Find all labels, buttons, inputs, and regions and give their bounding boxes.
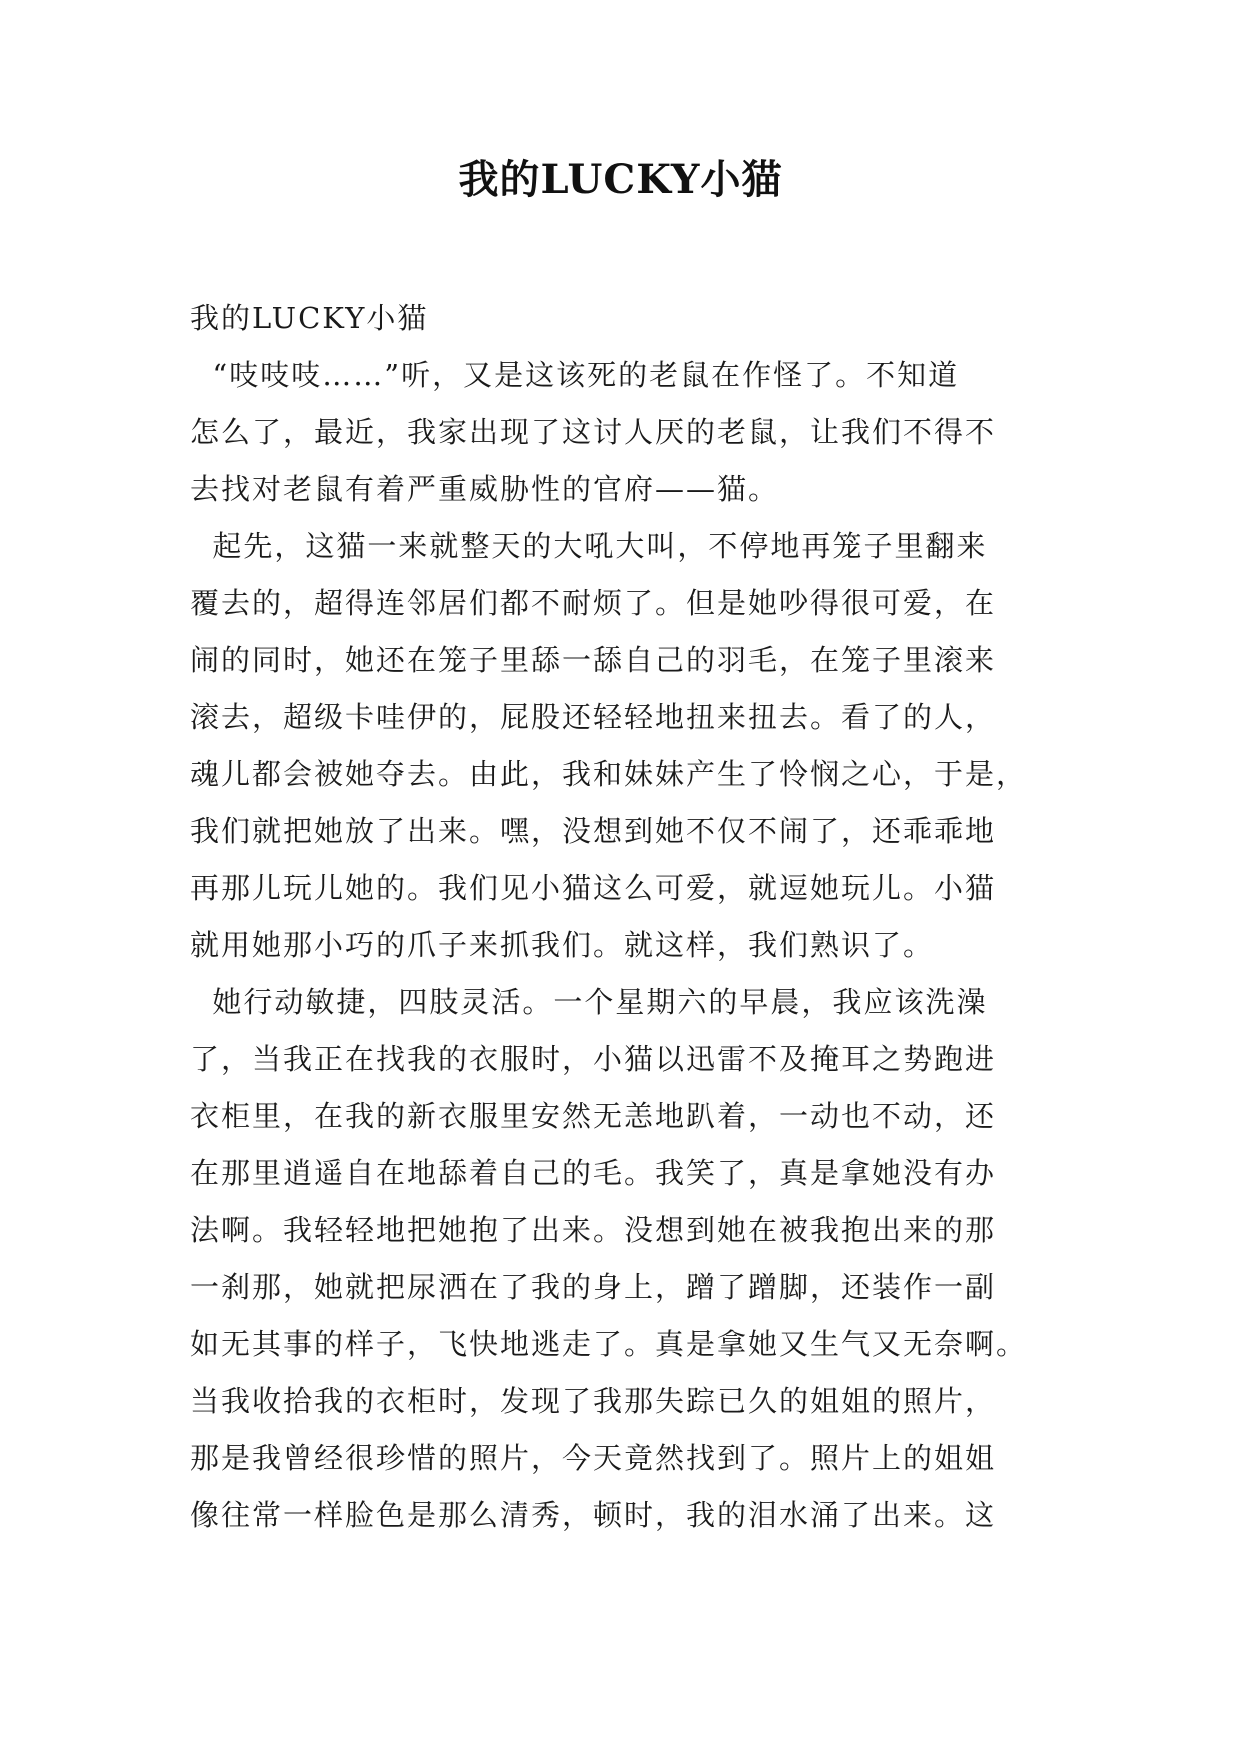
text-line: 我的LUCKY小猫 [190, 301, 429, 335]
text-line: 当我收拾我的衣柜时，发现了我那失踪已久的姐姐的照片， [190, 1384, 997, 1418]
text-line: 去找对老鼠有着严重威胁性的官府——猫。 [190, 472, 780, 506]
text-line: 就用她那小巧的爪子来抓我们。就这样，我们熟识了。 [190, 928, 935, 962]
text-line: 法啊。我轻轻地把她抱了出来。没想到她在被我抱出来的那 [190, 1213, 997, 1247]
text-line: 闹的同时，她还在笼子里舔一舔自己的羽毛，在笼子里滚来 [190, 643, 997, 677]
document-body [190, 290, 1056, 1544]
text-line: 那是我曾经很珍惜的照片，今天竟然找到了。照片上的姐姐 [190, 1441, 997, 1475]
text-line: “吱吱吱……”听，又是这该死的老鼠在作怪了。不知道 [190, 358, 960, 392]
text-line: 怎么了，最近，我家出现了这讨人厌的老鼠，让我们不得不 [190, 415, 997, 449]
text-line: 魂儿都会被她夺去。由此，我和妹妹产生了怜悯之心，于是， [190, 757, 1028, 791]
text-line: 如无其事的样子，飞快地逃走了。真是拿她又生气又无奈啊。 [190, 1327, 1028, 1361]
text-line: 再那儿玩儿她的。我们见小猫这么可爱，就逗她玩儿。小猫 [190, 871, 997, 905]
text-line: 起先，这猫一来就整天的大吼大叫，不停地再笼子里翻来 [190, 529, 988, 563]
text-line: 一刹那，她就把尿洒在了我的身上，蹭了蹭脚，还装作一副 [190, 1270, 997, 1304]
text-line: 滚去，超级卡哇伊的，屁股还轻轻地扭来扭去。看了的人， [190, 700, 997, 734]
text-line: 在那里逍遥自在地舔着自己的毛。我笑了，真是拿她没有办 [190, 1156, 997, 1190]
text-line: 我们就把她放了出来。嘿，没想到她不仅不闹了，还乖乖地 [190, 814, 997, 848]
document-title: 我的LUCKY小猫 [458, 156, 783, 203]
text-line: 衣柜里，在我的新衣服里安然无恙地趴着，一动也不动，还 [190, 1099, 997, 1133]
text-line: 覆去的，超得连邻居们都不耐烦了。但是她吵得很可爱，在 [190, 586, 997, 620]
text-line: 她行动敏捷，四肢灵活。一个星期六的早晨，我应该洗澡 [190, 985, 988, 1019]
text-line: 像往常一样脸色是那么清秀，顿时，我的泪水涌了出来。这 [190, 1498, 997, 1532]
text-line: 了，当我正在找我的衣服时，小猫以迅雷不及掩耳之势跑进 [190, 1042, 997, 1076]
